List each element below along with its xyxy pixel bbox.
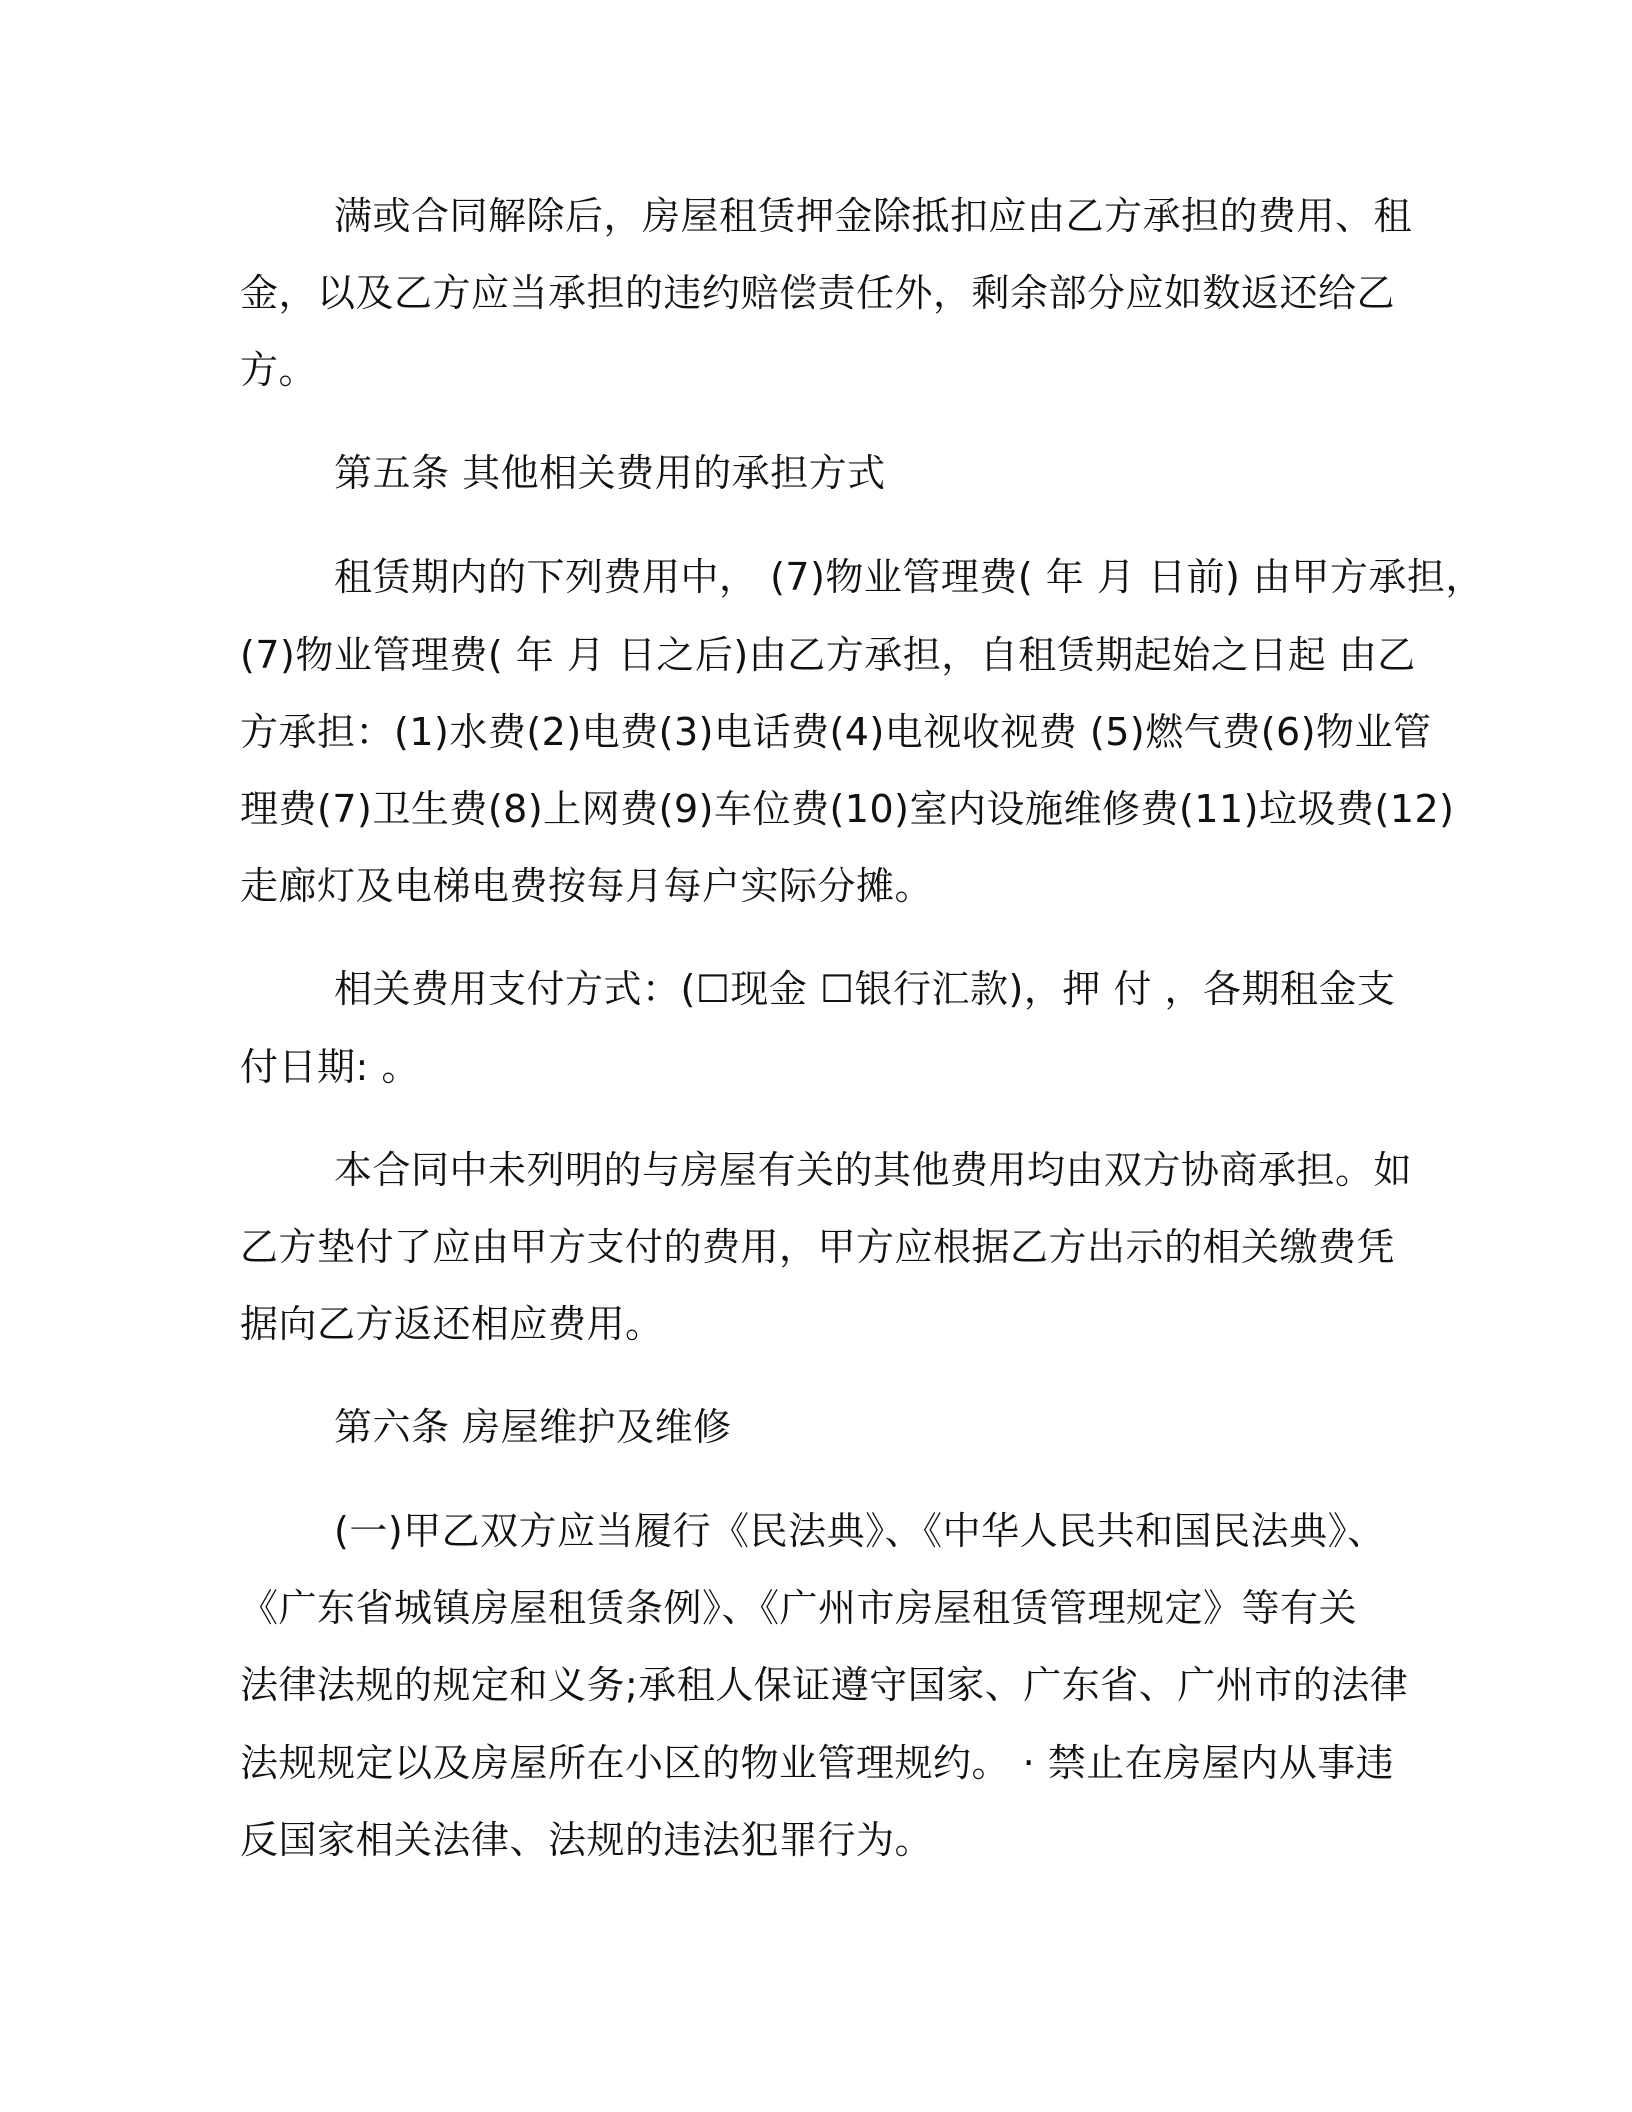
paragraph-line: 方。	[240, 348, 318, 392]
section-heading: 第六条 房屋维护及维修	[334, 1405, 732, 1449]
paragraph-line: 法规规定以及房屋所在小区的物业管理规约。 · 禁止在房屋内从事违	[240, 1741, 1395, 1785]
paragraph-line: 据向乙方返还相应费用。	[240, 1302, 664, 1346]
paragraph-line: 走廊灯及电梯电费按每月每户实际分摊。	[240, 864, 934, 908]
paragraph-line: 反国家相关法律、法规的违法犯罪行为。	[240, 1818, 934, 1862]
paragraph-line: 《广东省城镇房屋租赁条例》、《广州市房屋租赁管理规定》等有关	[240, 1586, 1358, 1630]
paragraph-line: 付日期: 。	[240, 1045, 420, 1089]
paragraph-line: 乙方垫付了应由甲方支付的费用，甲方应根据乙方出示的相关缴费凭	[240, 1225, 1396, 1269]
paragraph-line: 理费(7)卫生费(8)上网费(9)车位费(10)室内设施维修费(11)垃圾费(12)	[240, 787, 1455, 831]
section-heading: 第五条 其他相关费用的承担方式	[334, 451, 886, 495]
paragraph-line: 方承担：(1)水费(2)电费(3)电话费(4)电视收视费 (5)燃气费(6)物业管	[240, 710, 1432, 754]
paragraph-line: (7)物业管理费( 年 月 日之后)由乙方承担，自租赁期起始之日起 由乙	[240, 633, 1416, 677]
paragraph-line: 金，以及乙方应当承担的违约赔偿责任外，剩余部分应如数返还给乙	[240, 271, 1396, 315]
paragraph-line: (一)甲乙双方应当履行《民法典》、《中华人民共和国民法典》、	[334, 1509, 1386, 1553]
paragraph-line: 相关费用支付方式：(☐现金 ☐银行汇款)，押 付 ，各期租金支	[334, 967, 1396, 1011]
paragraph-line: 租赁期内的下列费用中， (7)物业管理费( 年 月 日前) 由甲方承担，	[334, 555, 1484, 599]
paragraph-line: 法律法规的规定和义务;承租人保证遵守国家、广东省、广州市的法律	[240, 1663, 1409, 1707]
paragraph-line: 本合同中未列明的与房屋有关的其他费用均由双方协商承担。如	[334, 1148, 1413, 1192]
paragraph-line: 满或合同解除后，房屋租赁押金除抵扣应由乙方承担的费用、租	[334, 194, 1413, 238]
